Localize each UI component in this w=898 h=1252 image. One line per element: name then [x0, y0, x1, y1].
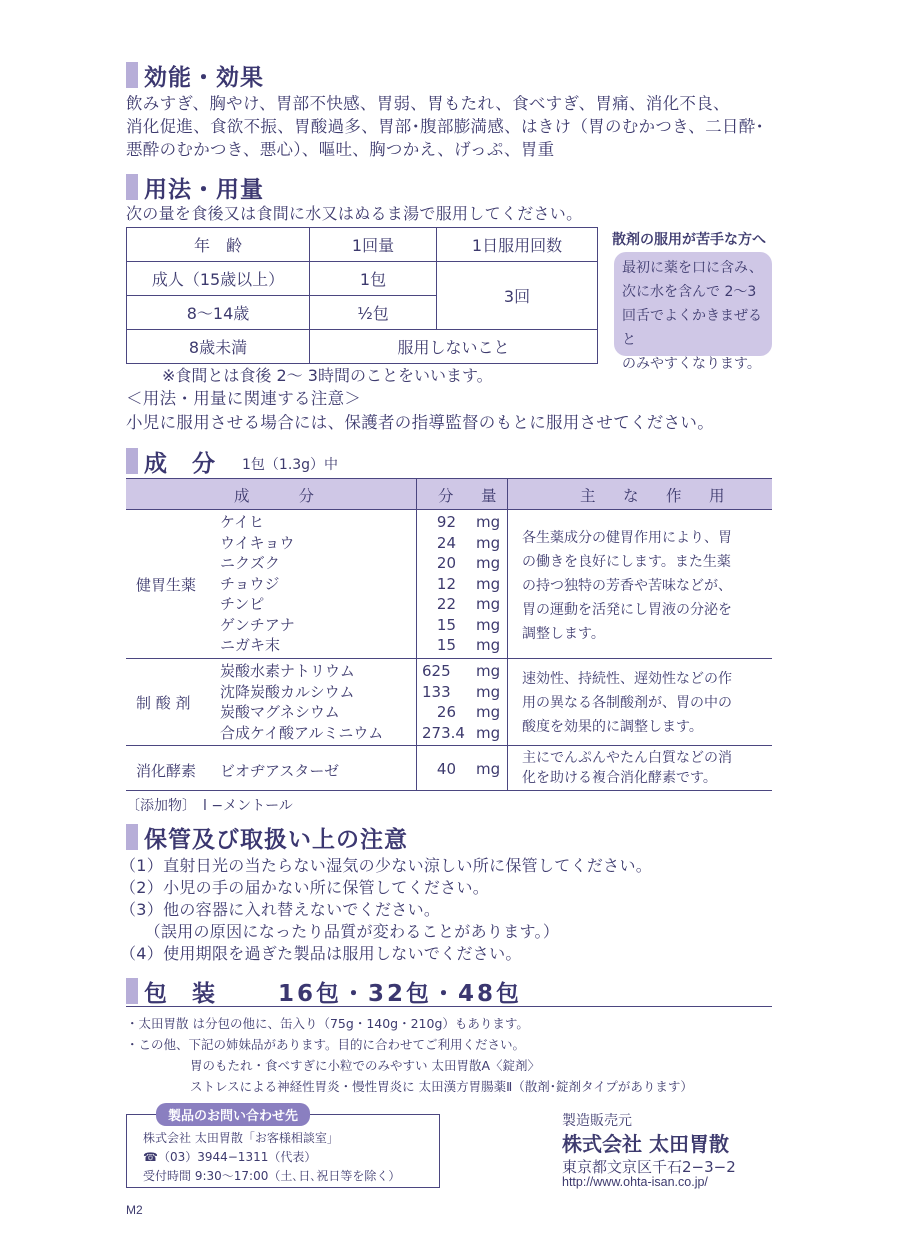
action-text: 各生薬成分の健胃作用により、胃 の働きを良好にします。また生薬 の持つ独特の芳香や苦味などが、 胃の運動を活発にし胃液の分泌を 調整します。	[522, 530, 732, 642]
list-item: ニクズク	[220, 554, 280, 572]
header-times: 1日服用回数	[437, 228, 598, 262]
related-text: 小児に服用させる場合には、保護者の指導監督のもとに服用させてください。	[126, 413, 714, 432]
package-section-title: 包 装 16包・32包・48包	[126, 976, 522, 1006]
header-amount: 1回量	[310, 228, 437, 262]
list-item: 沈降炭酸カルシウム	[220, 682, 355, 701]
dosage-section-title: 用法・用量	[126, 172, 264, 202]
header-action: 主 な 作 用	[580, 487, 731, 505]
section-marker	[126, 62, 138, 88]
maker-name: 株式会社 太田胃散	[562, 1132, 729, 1156]
page-code: M2	[126, 1203, 143, 1217]
list-item: ビオヂアスターゼ	[220, 762, 340, 780]
list-item: （2）小児の手の届かない所に保管してください。	[120, 878, 490, 897]
section-marker	[126, 448, 138, 474]
ingredients-subtitle: 1包（1.3g）中	[242, 457, 339, 473]
age-adult: 成人（15歳以上）	[127, 262, 310, 296]
list-item: ニガキ末	[220, 636, 281, 654]
dosage-table	[126, 227, 598, 364]
divider	[126, 1006, 772, 1007]
header-quantity: 分 量	[438, 487, 503, 505]
amount-adult: 1包	[310, 262, 437, 296]
header-ingredient: 成 分	[234, 487, 321, 505]
additives: 〔添加物〕 l −メントール	[126, 798, 293, 814]
sister-product-1: 胃のもたれ・食べすぎに小粒でのみやすい 太田胃散A〈錠剤〉	[190, 1058, 541, 1073]
list-item: ウイキョウ	[220, 533, 295, 552]
side-note-box: 最初に薬を口に含み、 次に水を含んで 2〜3 回舌でよくかきまぜると のみやすくなります。	[614, 252, 772, 356]
list-item: （3）他の容器に入れ替えないでください。	[120, 900, 441, 919]
column-divider	[416, 478, 417, 790]
action-text: 主にでんぷんやたん白質などの消 化を助ける複合消化酵素です。	[522, 750, 732, 786]
dosage-intro: 次の量を食後又は食間に水又はぬるま湯で服用してください。	[126, 204, 583, 223]
row-divider	[126, 658, 772, 659]
group-name: 制 酸 剤	[136, 694, 191, 712]
list-item: 炭酸水素ナトリウム	[220, 662, 355, 680]
row-divider	[126, 745, 772, 746]
efficacy-text: 飲みすぎ、胸やけ、胃部不快感、胃弱、胃もたれ、食べすぎ、胃痛、消化不良、 消化促進、食欲不振、胃酸過多、胃部･腹部膨満感、はきけ（胃のむかつき、二日酔･ 悪酔のむかつき、悪心）、嘔吐、胸つかえ、げっぷ、胃重	[126, 94, 765, 159]
storage-text	[120, 855, 652, 965]
list-item: （誤用の原因になったり品質が変わることがあります。）	[120, 922, 560, 941]
action-text: 速効性、持続性、遅効性などの作 用の異なる各制酸剤が、胃の中の 酸度を効果的に調整します。	[522, 671, 732, 735]
age-under8: 8歳未満	[127, 330, 310, 364]
list-item: ケイヒ	[220, 513, 264, 531]
list-item: チョウジ	[220, 574, 280, 593]
maker-label: 製造販売元	[562, 1113, 632, 1129]
ingredient-names	[220, 661, 383, 743]
ingredient-names	[220, 512, 295, 656]
ingredients-section-title: 成 分 1包（1.3g）中	[126, 446, 338, 476]
ingredients-header-row	[126, 478, 772, 510]
ingredient-quantities: 625 133 26 273.4	[422, 662, 465, 742]
list-item: （4）使用期限を過ぎた製品は服用しないでください。	[120, 944, 522, 963]
ingredient-units: mg mg mg mg mg mg mg	[476, 513, 501, 654]
package-note-2: ・この他、下記の姉妹品があります。目的に合わせてご利用ください。	[126, 1037, 526, 1052]
times-value: 3回	[437, 262, 598, 330]
list-item: ゲンチアナ	[220, 615, 295, 634]
ingredient-units: mg mg mg mg	[476, 662, 501, 742]
sister-product-2: ストレスによる神経性胃炎・慢性胃炎に 太田漢方胃腸薬Ⅱ（散剤･錠剤タイプがあります）	[190, 1079, 693, 1094]
section-marker	[126, 824, 138, 850]
amount-child: ½包	[310, 296, 437, 330]
related-title: ＜用法・用量に関連する注意＞	[126, 389, 362, 408]
list-item: 炭酸マグネシウム	[220, 703, 340, 721]
list-item: チンピ	[220, 595, 265, 613]
list-item: 合成ケイ酸アルミニウム	[220, 723, 384, 742]
ingredient-unit: mg	[476, 760, 501, 778]
ingredient-quantity: 40	[436, 760, 456, 778]
header-age: 年 齢	[127, 228, 310, 262]
amount-under8: 服用しないこと	[310, 330, 598, 364]
contact-box: 株式会社 太田胃散「お客様相談室」 ☎（03）3944−1311（代表） 受付時間 9:30〜17:00（土､日､祝日等を除く）	[126, 1114, 440, 1188]
ingredient-quantities: 92 24 20 12 22 15 15	[436, 513, 456, 654]
group-name: 消化酵素	[136, 762, 197, 780]
row-divider	[126, 790, 772, 791]
maker-url[interactable]: http://www.ohta-isan.co.jp/	[562, 1175, 708, 1189]
age-child: 8〜14歳	[127, 296, 310, 330]
section-marker	[126, 978, 138, 1004]
group-name: 健胃生薬	[136, 576, 197, 594]
maker-address: 東京都文京区千石2−3−2	[562, 1158, 736, 1176]
package-sizes: 16包・32包・48包	[278, 980, 523, 1007]
list-item: （1）直射日光の当たらない湿気の少ない涼しい所に保管してください。	[120, 856, 653, 875]
side-note-title: 散剤の服用が苦手な方へ	[612, 232, 766, 248]
dosage-note: ※食間とは食後 2〜 3時間のことをいいます。	[162, 366, 493, 385]
package-note-1: ・太田胃散 は分包の他に、缶入り（75g・140g・210g）もあります。	[126, 1016, 529, 1031]
efficacy-section-title: 効能・効果	[126, 60, 264, 90]
section-marker	[126, 174, 138, 200]
column-divider	[507, 478, 508, 790]
storage-section-title: 保管及び取扱い上の注意	[126, 822, 408, 852]
contact-tab: 製品のお問い合わせ先	[156, 1103, 310, 1126]
